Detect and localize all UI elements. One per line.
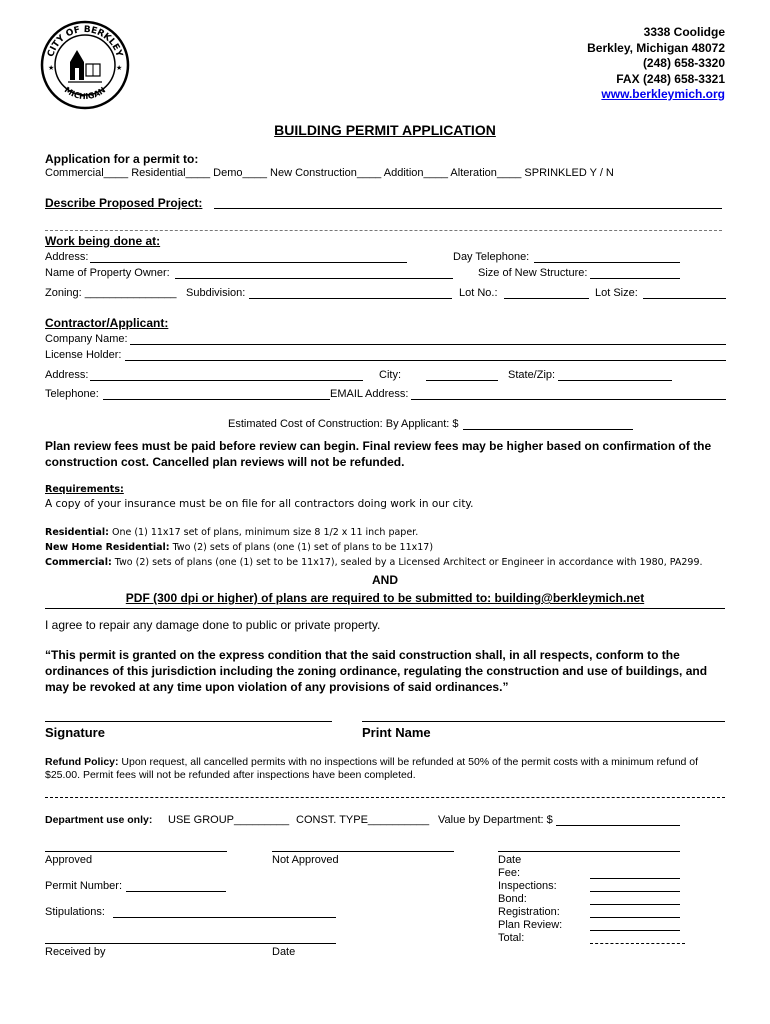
value-by-dept-label: Value by Department: $ (438, 814, 553, 826)
subdivision-field[interactable] (249, 298, 452, 299)
pdf-requirement: PDF (300 dpi or higher) of plans are required to be submitted to: building@berkleymich.net (125, 591, 645, 605)
fee-summary-plan-review: Plan Review: (498, 919, 563, 931)
state-zip-field[interactable] (558, 380, 672, 381)
signature-field[interactable] (45, 721, 332, 722)
contractor-heading: Contractor/Applicant: (45, 316, 169, 330)
print-name-field[interactable] (362, 721, 725, 722)
describe-project-field-2[interactable] (45, 230, 722, 231)
insurance-requirement: A copy of your insurance must be on file for all contractors doing work in our city. (45, 498, 474, 510)
work-address-label: Address: (45, 251, 89, 263)
new-home-requirement (45, 542, 433, 553)
date-label-bottom: Date (272, 946, 296, 958)
contractor-city-field[interactable] (426, 380, 498, 381)
zoning-field[interactable]: Zoning: _______________ (45, 287, 177, 299)
permit-number-field[interactable] (126, 891, 226, 892)
company-name-label: Company Name: (45, 333, 128, 345)
describe-project-label: Describe Proposed Project: (45, 196, 203, 210)
lot-no-field[interactable] (504, 298, 589, 299)
residential-requirement (45, 527, 418, 538)
city-seal (40, 20, 130, 110)
address-city: Berkley, Michigan 48072 (587, 40, 725, 55)
refund-text: Upon request, all cancelled permits with no inspections will be refunded at 50% of the permit costs with a minimum refund of $25.00. Permit fees will not be refunded after inspections have been completed. (45, 756, 699, 781)
and-label: AND (372, 573, 398, 587)
work-heading: Work being done at: (45, 234, 161, 248)
print-name-label: Print Name (362, 725, 431, 740)
refund-policy (45, 756, 725, 782)
email-field[interactable] (411, 399, 726, 400)
svg-text:★: ★ (48, 64, 55, 72)
permit-condition: “This permit is granted on the express condition that the said construction shall, in all respects, conform to the ordinances of this jurisdiction including the zoning ordinance, regulating the construction and use of buildings, and may be revoked at any time upon violation of any provisions of said ordinances.” (45, 648, 708, 694)
structure-size-field[interactable] (590, 278, 680, 279)
refund-label: Refund Policy: (45, 756, 119, 768)
svg-text:MICHIGAN: MICHIGAN (62, 85, 108, 102)
estimated-cost-label: Estimated Cost of Construction: By Applicant: $ (228, 418, 459, 430)
structure-size-label: Size of New Structure: (478, 267, 588, 279)
contractor-telephone-field[interactable] (103, 399, 330, 400)
fee-summary-total: Total: (498, 932, 525, 944)
const-type-field[interactable]: CONST. TYPE__________ (296, 814, 430, 826)
describe-project-field[interactable] (214, 208, 722, 209)
total-field[interactable] (590, 943, 685, 944)
not-approved-field[interactable] (272, 851, 454, 852)
fees-notice: Plan review fees must be paid before review can begin. Final review fees may be higher based on confirmation of the construction cost. Cancelled plan reviews will not be refunded. (45, 439, 712, 469)
subdivision-label: Subdivision: (186, 287, 246, 299)
received-by-field[interactable] (45, 943, 336, 944)
residential-label: Residential: (45, 527, 109, 538)
license-holder-field[interactable] (125, 360, 726, 361)
residential-text: One (1) 11x17 set of plans, minimum size 8 1/2 x 11 inch paper. (108, 527, 419, 538)
contractor-address-field[interactable] (90, 380, 363, 381)
state-zip-label: State/Zip: (508, 369, 556, 381)
new-home-label: New Home Residential: (45, 542, 170, 553)
day-telephone-field[interactable] (534, 262, 680, 263)
refund-divider (45, 797, 725, 798)
stipulations-field[interactable] (113, 917, 336, 918)
company-name-field[interactable] (130, 344, 726, 345)
permit-for-heading: Application for a permit to: (45, 152, 199, 166)
contractor-address-label: Address: (45, 369, 89, 381)
not-approved-label: Not Approved (272, 854, 339, 866)
fee-summary-fee: Fee: (498, 867, 521, 879)
approved-label: Approved (45, 854, 93, 866)
bond-field[interactable] (590, 904, 680, 905)
svg-text:CITY OF BERKLEY: CITY OF BERKLEY (46, 24, 124, 59)
address-fax: FAX (248) 658-3321 (616, 71, 725, 86)
address-street: 3338 Coolidge (643, 25, 725, 39)
page-title: BUILDING PERMIT APPLICATION (274, 122, 496, 138)
fee-summary-registration: Registration: (498, 906, 560, 918)
value-by-dept-field[interactable] (556, 825, 680, 826)
owner-field[interactable] (175, 278, 453, 279)
license-holder-label: License Holder: (45, 349, 122, 361)
fee-summary-bond: Bond: (498, 893, 527, 905)
lot-no-label: Lot No.: (459, 287, 498, 299)
date-field-top[interactable] (498, 851, 680, 852)
plan-review-field[interactable] (590, 930, 680, 931)
commercial-requirement (45, 557, 703, 568)
permit-type-options[interactable]: Commercial____ Residential____ Demo____ New Construction____ Addition____ Alteration____ SPRINKLED Y / N (45, 167, 614, 179)
approved-field[interactable] (45, 851, 227, 852)
estimated-cost-field[interactable] (463, 429, 633, 430)
lot-size-label: Lot Size: (595, 287, 638, 299)
email-label: EMAIL Address: (330, 388, 409, 400)
address-block (587, 25, 725, 103)
permit-number-label: Permit Number: (45, 880, 123, 892)
fee-summary-date: Date (498, 854, 522, 866)
fee-summary (498, 854, 562, 945)
lot-size-field[interactable] (643, 298, 726, 299)
fee-field[interactable] (590, 878, 680, 879)
day-telephone-label: Day Telephone: (453, 251, 530, 263)
requirements-heading: Requirements: (45, 484, 124, 495)
registration-field[interactable] (590, 917, 680, 918)
dept-use-label: Department use only: (45, 814, 153, 826)
stipulations-label: Stipulations: (45, 906, 105, 918)
address-phone: (248) 658-3320 (642, 56, 725, 70)
svg-text:★: ★ (116, 64, 123, 72)
work-address-field[interactable] (90, 262, 407, 263)
commercial-label: Commercial: (45, 557, 112, 568)
website-link[interactable]: www.berkleymich.org (601, 87, 725, 101)
agree-statement: I agree to repair any damage done to public or private property. (45, 618, 381, 632)
contractor-city-label: City: (379, 369, 401, 381)
signature-label: Signature (45, 725, 105, 740)
new-home-text: Two (2) sets of plans (one (1) set of plans to be 11x17) (169, 542, 434, 553)
received-by-label: Received by (45, 946, 106, 958)
owner-label: Name of Property Owner: (45, 267, 170, 279)
contractor-telephone-label: Telephone: (45, 388, 99, 400)
section-divider (45, 608, 725, 609)
fee-summary-inspections: Inspections: (498, 880, 557, 892)
inspections-field[interactable] (590, 891, 680, 892)
use-group-field[interactable]: USE GROUP_________ (168, 814, 290, 826)
commercial-text: Two (2) sets of plans (one (1) set to be 11x17), sealed by a Licensed Architect or Engineer in accordance with 1980, PA299. (111, 557, 703, 568)
